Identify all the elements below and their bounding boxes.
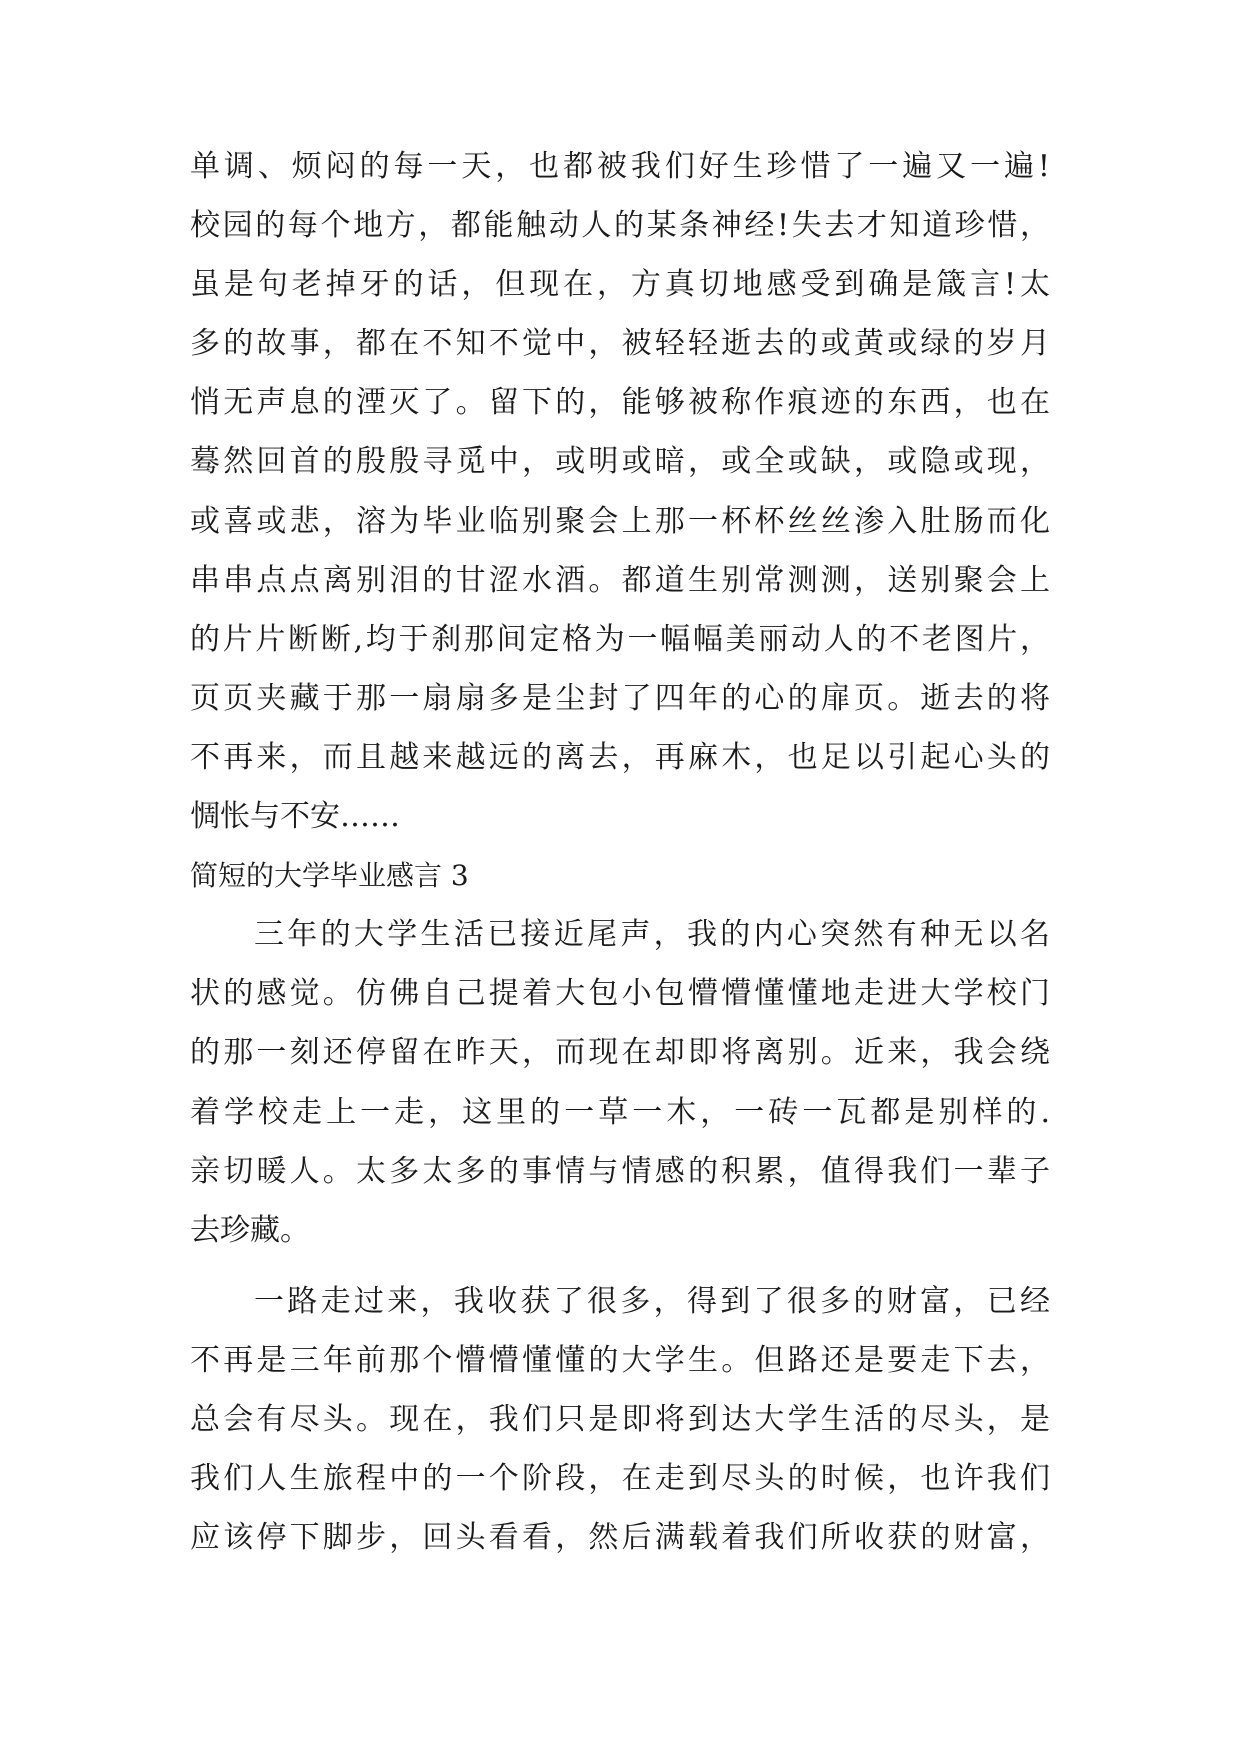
text-line: 我们人生旅程中的一个阶段，在走到尽头的时候，也许我们	[190, 1461, 1050, 1497]
text-line: 总会有尽头。现在，我们只是即将到达大学生活的尽头，是	[190, 1401, 1050, 1437]
document-body	[190, 137, 1050, 1567]
text-line: 的那一刻还停留在昨天，而现在却即将离别。近来，我会绕	[190, 1035, 1050, 1071]
text-line: 校园的每个地方，都能触动人的某条神经!失去才知道珍惜，	[190, 208, 1050, 244]
text-line: 蓦然回首的殷殷寻觅中，或明或暗，或全或缺，或隐或现，	[190, 444, 1050, 480]
text-line: 悄无声息的湮灭了。留下的，能够被称作痕迹的东西，也在	[190, 385, 1050, 421]
text-line: 应该停下脚步，回头看看，然后满载着我们所收获的财富，	[190, 1520, 1050, 1556]
text-line: 虽是句老掉牙的话，但现在，方真切地感受到确是箴言!太	[190, 267, 1050, 303]
text-line: 惆怅与不安……	[190, 799, 400, 835]
paragraph	[190, 905, 1050, 1260]
continued-paragraph	[190, 137, 1050, 846]
text-line: 单调、烦闷的每一天，也都被我们好生珍惜了一遍又一遍!	[190, 149, 1050, 184]
text-line: 亲切暖人。太多太多的事情与情感的积累，值得我们一辈子	[190, 1153, 1050, 1189]
text-line: 串串点点离别泪的甘涩水酒。都道生别常测测，送别聚会上	[190, 562, 1050, 598]
text-line: 不再来，而且越来越远的离去，再麻木，也足以引起心头的	[190, 739, 1050, 775]
text-line: 三年的大学生活已接近尾声，我的内心突然有种无以名	[254, 917, 1050, 953]
text-line: 不再是三年前那个懵懵懂懂的大学生。但路还是要走下去，	[190, 1342, 1050, 1378]
text-line: 着学校走上一走，这里的一草一木，一砖一瓦都是别样的.	[190, 1094, 1050, 1130]
section-heading: 简短的大学毕业感言 3	[190, 859, 469, 893]
text-line: 页页夹藏于那一扇扇多是尘封了四年的心的扉页。逝去的将	[190, 680, 1050, 716]
text-line: 去珍藏。	[190, 1212, 310, 1248]
text-line: 多的故事，都在不知不觉中，被轻轻逝去的或黄或绿的岁月	[190, 326, 1050, 362]
text-line: 的片片断断,均于刹那间定格为一幅幅美丽动人的不老图片，	[190, 621, 1050, 657]
paragraph	[190, 1272, 1050, 1567]
paragraph-gap	[190, 1260, 1050, 1272]
text-line: 或喜或悲，溶为毕业临别聚会上那一杯杯丝丝渗入肚肠而化	[190, 503, 1050, 539]
text-line: 一路走过来，我收获了很多，得到了很多的财富，已经	[254, 1283, 1050, 1319]
text-line: 状的感觉。仿佛自己提着大包小包懵懵懂懂地走进大学校门	[190, 976, 1050, 1012]
